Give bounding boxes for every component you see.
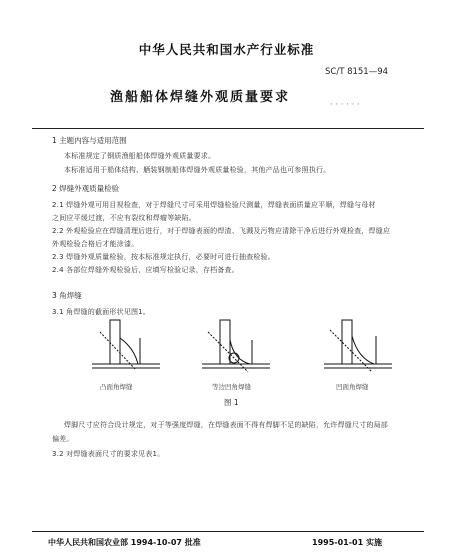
section-1-para-1: 本标准规定了钢质渔船船体焊缝外观质量要求。	[64, 152, 216, 160]
approval-statement: 中华人民共和国农业部 1994-10-07 批准	[48, 538, 201, 547]
figure-1-label-c: 凹面角焊缝	[336, 383, 369, 391]
document-title: 渔船船体焊缝外观质量要求	[110, 90, 291, 105]
section-2-title: 2 焊缝外观质量检验	[52, 184, 120, 193]
footer-divider	[32, 531, 424, 532]
section-1-title: 1 主题内容与适用范围	[52, 136, 127, 145]
figure-1-caption: 图 1	[224, 398, 239, 407]
section-3-2: 3.2 对焊缝表面尺寸的要求见表1。	[52, 450, 165, 458]
standard-code: SC/T 8151—94	[325, 67, 389, 77]
implementation-date: 1995-01-01 实施	[312, 538, 382, 547]
fillet-size-note-line-1: 焊脚尺寸应符合设计规定，对于等强度焊缝，在焊缝表面不得有焊脚不足的缺陷，允许焊缝尺寸的局部	[64, 421, 388, 429]
section-2-4: 2.4 各部位焊缝外观检验后，应填写检验记录，存档备查。	[52, 266, 239, 274]
section-2-1-line-2: 之间应平缓过渡，不应有裂纹和焊瘤等缺陷。	[52, 214, 196, 222]
fillet-size-note-line-2: 偏差。	[52, 435, 74, 443]
issuing-organization: 中华人民共和国水产行业标准	[138, 42, 315, 57]
figure-1-label-b: 等边凹角焊缝	[212, 383, 251, 391]
section-2-2-line-1: 2.2 外观检验应在焊缝清理后进行，对于焊缝表面的焊渣、飞溅及污物应清除干净后进行外观检查，焊缝应	[52, 227, 391, 235]
header-divider	[32, 128, 424, 129]
section-3-1: 3.1 角焊缝的截面形状见图1。	[52, 308, 151, 316]
section-1-para-2: 本标准适用于船体结构、舾装钢制船体焊缝外观质量检验，其他产品也可参照执行。	[64, 166, 331, 174]
figure-1-concave-fillet-weld	[322, 318, 402, 378]
figure-1-equal-leg-concave-fillet-weld	[200, 318, 280, 378]
section-2-1-line-1: 2.1 焊缝外观可用目视检查，对于焊缝尺寸可采用焊缝检验尺测量，焊缝表面质量应平顺，焊缝与母材	[52, 201, 376, 209]
section-2-3: 2.3 焊缝外观质量检验，按本标准规定执行，必要时可进行抽查检验。	[52, 253, 275, 261]
classification-code: · · · · · ·	[330, 100, 360, 110]
section-3-title: 3 角焊缝	[52, 291, 82, 300]
section-2-2-line-2: 外观检验合格后才能涂漆。	[52, 240, 139, 248]
figure-1-label-a: 凸面角焊缝	[100, 383, 133, 391]
figure-1-convex-fillet-weld	[90, 318, 170, 378]
